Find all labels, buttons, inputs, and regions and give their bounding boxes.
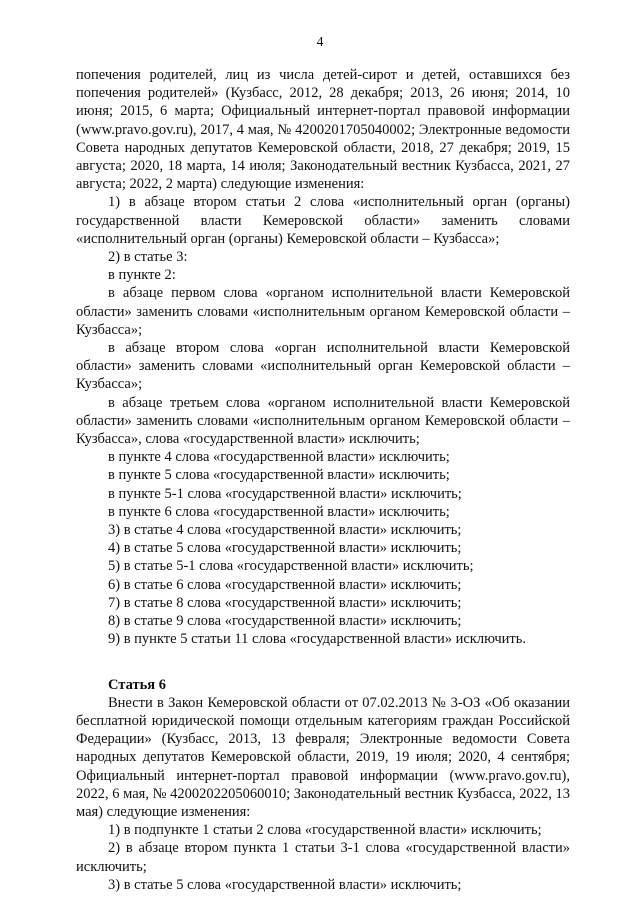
paragraph: в пункте 5 слова «государственной власти» исключить; — [108, 467, 450, 484]
paragraph: 3) в статье 5 слова «государственной власти» исключить; — [108, 876, 462, 893]
paragraph: в пункте 5-1 слова «государственной власти» исключить; — [108, 485, 462, 502]
paragraph: в пункте 6 слова «государственной власти» исключить; — [108, 503, 450, 520]
document-body — [76, 66, 570, 894]
paragraph: попечения родителей, лиц из числа детей-сирот и детей, оставшихся без попечения родителей» (Кузбасс, 2012, 28 декабря; 2013, 26 июня; 2014, 10 июня; 2015, 6 марта; Официальный интернет-портал правовой информации (www.pravo.gov.ru), 2017, 4 мая, № 4200201705040002; Электронные ведомости Совета народных депутатов Кемеровской области, 2018, 27 декабря; 2019, 15 августа; 2020, 18 марта, 14 июля; Законодательный вестник Кузбасса, 2021, 27 августа; 2022, 2 марта) следующие изменения: — [76, 67, 570, 193]
paragraph: 5) в статье 5-1 слова «государственной власти» исключить; — [108, 558, 474, 575]
paragraph: в абзаце первом слова «органом исполнительной власти Кемеровской области» заменить словами «исполнительным органом Кемеровской области – Кузбасса»; — [76, 285, 570, 338]
paragraph: в пункте 2: — [108, 267, 176, 284]
paragraph: Внести в Закон Кемеровской области от 07.02.2013 № 3-ОЗ «Об оказании бесплатной юридической помощи отдельным категориям граждан Российской Федерации» (Кузбасс, 2013, 13 февраля; Электронные ведомости Совета народных депутатов Кемеровской области, 2019, 19 июля; 2020, 4 сентября; Официальный интернет-портал правовой информации (www.pravo.gov.ru), 2022, 6 мая, № 4200202205060010; Законодательный вестник Кузбасса, 2022, 13 мая) следующие изменения: — [76, 694, 570, 820]
article-6-heading: Статья 6 — [108, 676, 166, 693]
paragraph: 7) в статье 8 слова «государственной власти» исключить; — [108, 594, 462, 611]
paragraph: 2) в абзаце втором пункта 1 статьи 3-1 слова «государственной власти» исключить; — [76, 840, 570, 875]
paragraph: 1) в подпункте 1 статьи 2 слова «государственной власти» исключить; — [108, 822, 542, 839]
paragraph: в абзаце втором слова «орган исполнительной власти Кемеровской области» заменить словами «исполнительный орган Кемеровской области – Кузбасса»; — [76, 340, 570, 393]
page-number: 4 — [316, 35, 324, 50]
paragraph: в абзаце третьем слова «органом исполнительной власти Кемеровской области» заменить словами «исполнительным органом Кемеровской области – Кузбасса», слова «государственной власти» исключить; — [76, 394, 570, 448]
paragraph: 4) в статье 5 слова «государственной власти» исключить; — [108, 540, 462, 557]
article-5-changes — [76, 66, 570, 649]
paragraph: в пункте 4 слова «государственной власти» исключить; — [108, 449, 450, 466]
paragraph: 2) в статье 3: — [108, 249, 188, 266]
article-6-text — [76, 694, 570, 894]
paragraph: 9) в пункте 5 статьи 11 слова «государственной власти» исключить. — [108, 631, 526, 648]
paragraph: 8) в статье 9 слова «государственной власти» исключить; — [108, 613, 462, 630]
paragraph: 3) в статье 4 слова «государственной власти» исключить; — [108, 522, 462, 539]
paragraph: 1) в абзаце втором статьи 2 слова «исполнительный орган (органы) государственной власти Кемеровской области» заменить словами «исполнительный орган (органы) Кемеровской области – Кузбасса»; — [76, 194, 570, 247]
paragraph: 6) в статье 6 слова «государственной власти» исключить; — [108, 576, 462, 593]
